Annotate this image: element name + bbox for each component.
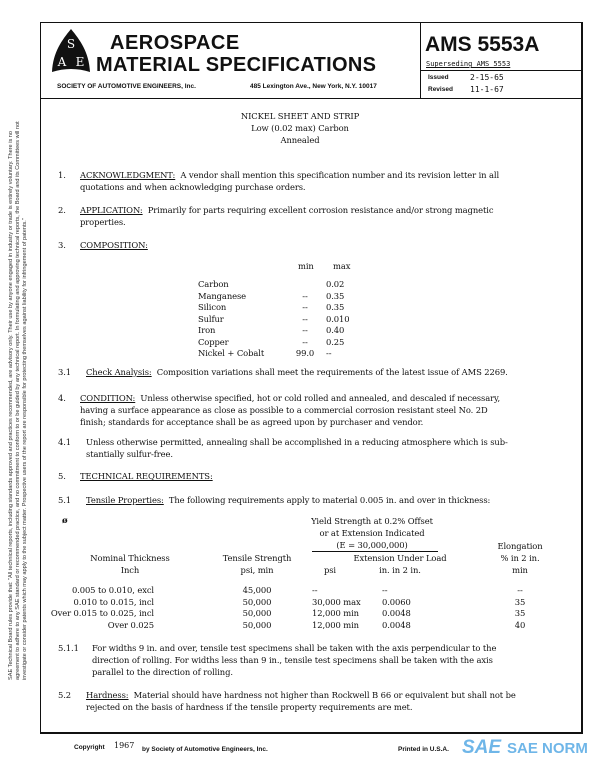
s2-line1 [80, 205, 493, 215]
composition-max: 0.25 [326, 336, 345, 347]
frame-bottom [40, 732, 583, 734]
tensile-extension: 0.0048 [382, 608, 411, 619]
s41-num: 4.1 [58, 437, 72, 447]
s4-num: 4. [58, 393, 66, 403]
spec-box-divider [420, 22, 421, 98]
s3-heading: COMPOSITION: [80, 240, 148, 250]
s5-num: 5. [58, 471, 66, 481]
composition-min: -- [302, 325, 308, 335]
s51-line1 [86, 495, 490, 505]
tensile-thickness: 0.010 to 0.015, incl [73, 596, 154, 607]
s52-num: 5.2 [58, 690, 72, 700]
composition-element: Manganese [198, 290, 247, 301]
watermark-text: SAE NORM [507, 740, 588, 757]
yield-header-1: Yield Strength at 0.2% Offset [311, 516, 433, 526]
composition-min: -- [302, 336, 308, 347]
tensile-extension: -- [382, 585, 388, 595]
frame-left [40, 22, 41, 733]
s4-line3: finish; standards for acceptance shall be as agreed upon by purchaser and vendor. [80, 417, 424, 427]
s1-line1 [80, 170, 499, 180]
issued-date: 2-15-65 [470, 73, 504, 82]
composition-min: -- [302, 290, 308, 301]
tensile-elongation: 35 [514, 608, 526, 619]
s1-text: A vendor shall mention this specification number and its revision letter in all [180, 170, 500, 180]
side-disclaimer: SAE Technical Board rules provide that: "All technical reports, including standards approved and practices recommended, are advisory only. Their use by anyone engaged in industry or trade is entirely voluntary. There is no agreement to adhere to any SAE standard or recommended practice, and no commitment to conform to or be guided by any technical report. In formulating and approving technical reports, the Board and its Committees will not investigate or consider patents which may apply to the subject matter. Prospective users of the report are responsible for protecting themselves against liability for infringement of patents." [8, 121, 28, 680]
watermark-logo: SAE [462, 737, 502, 758]
s4-line2: having a surface appearance as close as possible to a commercial corrosion resistant steel No. 2D [80, 405, 488, 415]
issued-label: Issued [428, 74, 449, 81]
header-title-2: MATERIAL SPECIFICATIONS [96, 54, 377, 76]
doc-title-2: Low (0.02 max) Carbon [251, 123, 349, 133]
s511-line3: parallel to the direction of rolling. [92, 667, 233, 677]
composition-min: 99.0 [295, 348, 315, 358]
elong-header-3: min [512, 565, 528, 575]
tensile-strength: 45,000 [242, 585, 272, 595]
composition-element: Sulfur [198, 313, 224, 324]
tensile-strength: 50,000 [242, 608, 272, 619]
s31-text: Composition variations shall meet the requirements of the latest issue of AMS 2269. [156, 367, 508, 377]
s51-heading: Tensile Properties: [86, 495, 164, 505]
tensile-elongation: 35 [514, 596, 526, 607]
tensile-strength: 50,000 [242, 620, 272, 631]
tensile-elongation: 40 [514, 620, 526, 631]
tensile-header-1: Tensile Strength [222, 553, 292, 563]
s2-num: 2. [58, 205, 66, 215]
composition-max: 0.35 [326, 302, 345, 312]
psi-header: psi [323, 565, 337, 575]
svg-text:A: A [57, 55, 67, 69]
comp-max-header: max [333, 261, 351, 271]
svg-text:E: E [75, 55, 85, 69]
revised-label: Revised [428, 86, 453, 93]
tensile-yield: -- [312, 585, 318, 595]
s52-line2: rejected on the basis of hardness if the tensile property requirements are met. [86, 702, 413, 712]
s1-heading: ACKNOWLEDGMENT: [80, 170, 176, 180]
tensile-yield: 12,000 min [312, 608, 359, 619]
frame-right [581, 22, 583, 733]
s4-heading: CONDITION: [80, 393, 136, 403]
extension-header: Extension Under Load [353, 553, 447, 563]
printed-in: Printed in U.S.A. [398, 746, 449, 753]
tensile-yield: 30,000 max [312, 596, 361, 607]
composition-element: Nickel + Cobalt [198, 348, 265, 358]
s2-heading: APPLICATION: [80, 205, 143, 215]
s2-line2: properties. [80, 217, 126, 227]
s511-line2: direction of rolling. For widths less than 9 in., tensile test specimens shall be taken with the axis [92, 655, 493, 665]
change-mark: ø [62, 515, 68, 525]
s52-text: Material should have hardness not higher than Rockwell B 66 or equivalent but shall not be [133, 690, 516, 700]
s511-line1: For widths 9 in. and over, tensile test specimens shall be taken with the axis perpendicular to the [92, 643, 497, 653]
doc-title-1: NICKEL SHEET AND STRIP [240, 111, 360, 121]
s31-heading: Check Analysis: [86, 367, 152, 377]
society-address: 485 Lexington Ave., New York, N.Y. 10017 [250, 83, 377, 90]
composition-max: 0.010 [326, 313, 350, 324]
thickness-header-1: Nominal Thickness [90, 553, 170, 563]
s41-line2: stantially sulfur-free. [86, 449, 173, 459]
copyright-year: 1967 [114, 741, 135, 750]
spec-box-hline [420, 70, 583, 71]
revised-date: 11-1-67 [470, 85, 504, 94]
copyright-holder: by Society of Automotive Engineers, Inc. [142, 746, 268, 753]
thickness-header-2: Inch [120, 565, 140, 575]
composition-max: 0.40 [326, 325, 345, 335]
s51-num: 5.1 [58, 495, 72, 505]
s4-text: Unless otherwise specified, hot or cold rolled and annealed, and descaled if necessary, [140, 393, 501, 403]
svg-text:S: S [66, 37, 76, 51]
copyright-label: Copyright [74, 744, 105, 751]
tensile-yield: 12,000 min [312, 620, 359, 631]
superseding-note: Superseding AMS 5553 [426, 60, 511, 68]
composition-element: Iron [198, 325, 216, 335]
tensile-elongation: -- [517, 585, 523, 595]
s1-line2: quotations and when acknowledging purchase orders. [80, 182, 306, 192]
s31-line1 [86, 367, 508, 377]
s511-num: 5.1.1 [58, 643, 79, 653]
s1-num: 1. [58, 170, 66, 180]
composition-element: Silicon [198, 302, 227, 312]
composition-max: 0.35 [326, 290, 345, 301]
in2-header: in. in 2 in. [379, 565, 421, 575]
society-name: SOCIETY OF AUTOMOTIVE ENGINEERS, Inc. [57, 83, 196, 90]
yield-header-2: or at Extension Indicated [319, 528, 425, 538]
s31-num: 3.1 [58, 367, 72, 377]
s51-text: The following requirements apply to material 0.005 in. and over in thickness: [168, 495, 491, 505]
yield-underline [312, 551, 438, 552]
tensile-thickness: Over 0.025 [107, 620, 154, 631]
s52-heading: Hardness: [86, 690, 129, 700]
header-divider [40, 98, 583, 99]
doc-title-3: Annealed [280, 135, 320, 145]
s2-text: Primarily for parts requiring excellent corrosion resistance and/or strong magnetic [147, 205, 494, 215]
yield-header-3: (E = 30,000,000) [336, 540, 408, 550]
composition-max: -- [326, 348, 332, 358]
composition-element: Carbon [198, 279, 229, 289]
elong-header-1: Elongation [497, 541, 543, 551]
tensile-extension: 0.0060 [382, 596, 411, 607]
sae-logo [50, 28, 92, 74]
s52-line1 [86, 690, 516, 700]
composition-element: Copper [198, 336, 229, 347]
s3-num: 3. [58, 240, 66, 250]
elong-header-2: % in 2 in. [500, 553, 540, 563]
spec-number: AMS 5553A [425, 33, 540, 56]
frame-top [40, 22, 583, 23]
composition-max: 0.02 [326, 279, 345, 289]
comp-min-header: min [298, 261, 314, 271]
tensile-header-2: psi, min [240, 565, 274, 575]
tensile-extension: 0.0048 [382, 620, 411, 631]
tensile-thickness: Over 0.015 to 0.025, incl [50, 608, 154, 619]
s4-line1 [80, 393, 500, 403]
s41-line1: Unless otherwise permitted, annealing shall be accomplished in a reducing atmosphere which is sub- [86, 437, 508, 447]
tensile-thickness: 0.005 to 0.010, excl [71, 585, 154, 595]
s5-heading: TECHNICAL REQUIREMENTS: [80, 471, 213, 481]
composition-min: -- [302, 302, 308, 312]
tensile-strength: 50,000 [242, 596, 272, 607]
composition-min: -- [302, 313, 308, 324]
header-title-1: AEROSPACE [110, 32, 240, 54]
